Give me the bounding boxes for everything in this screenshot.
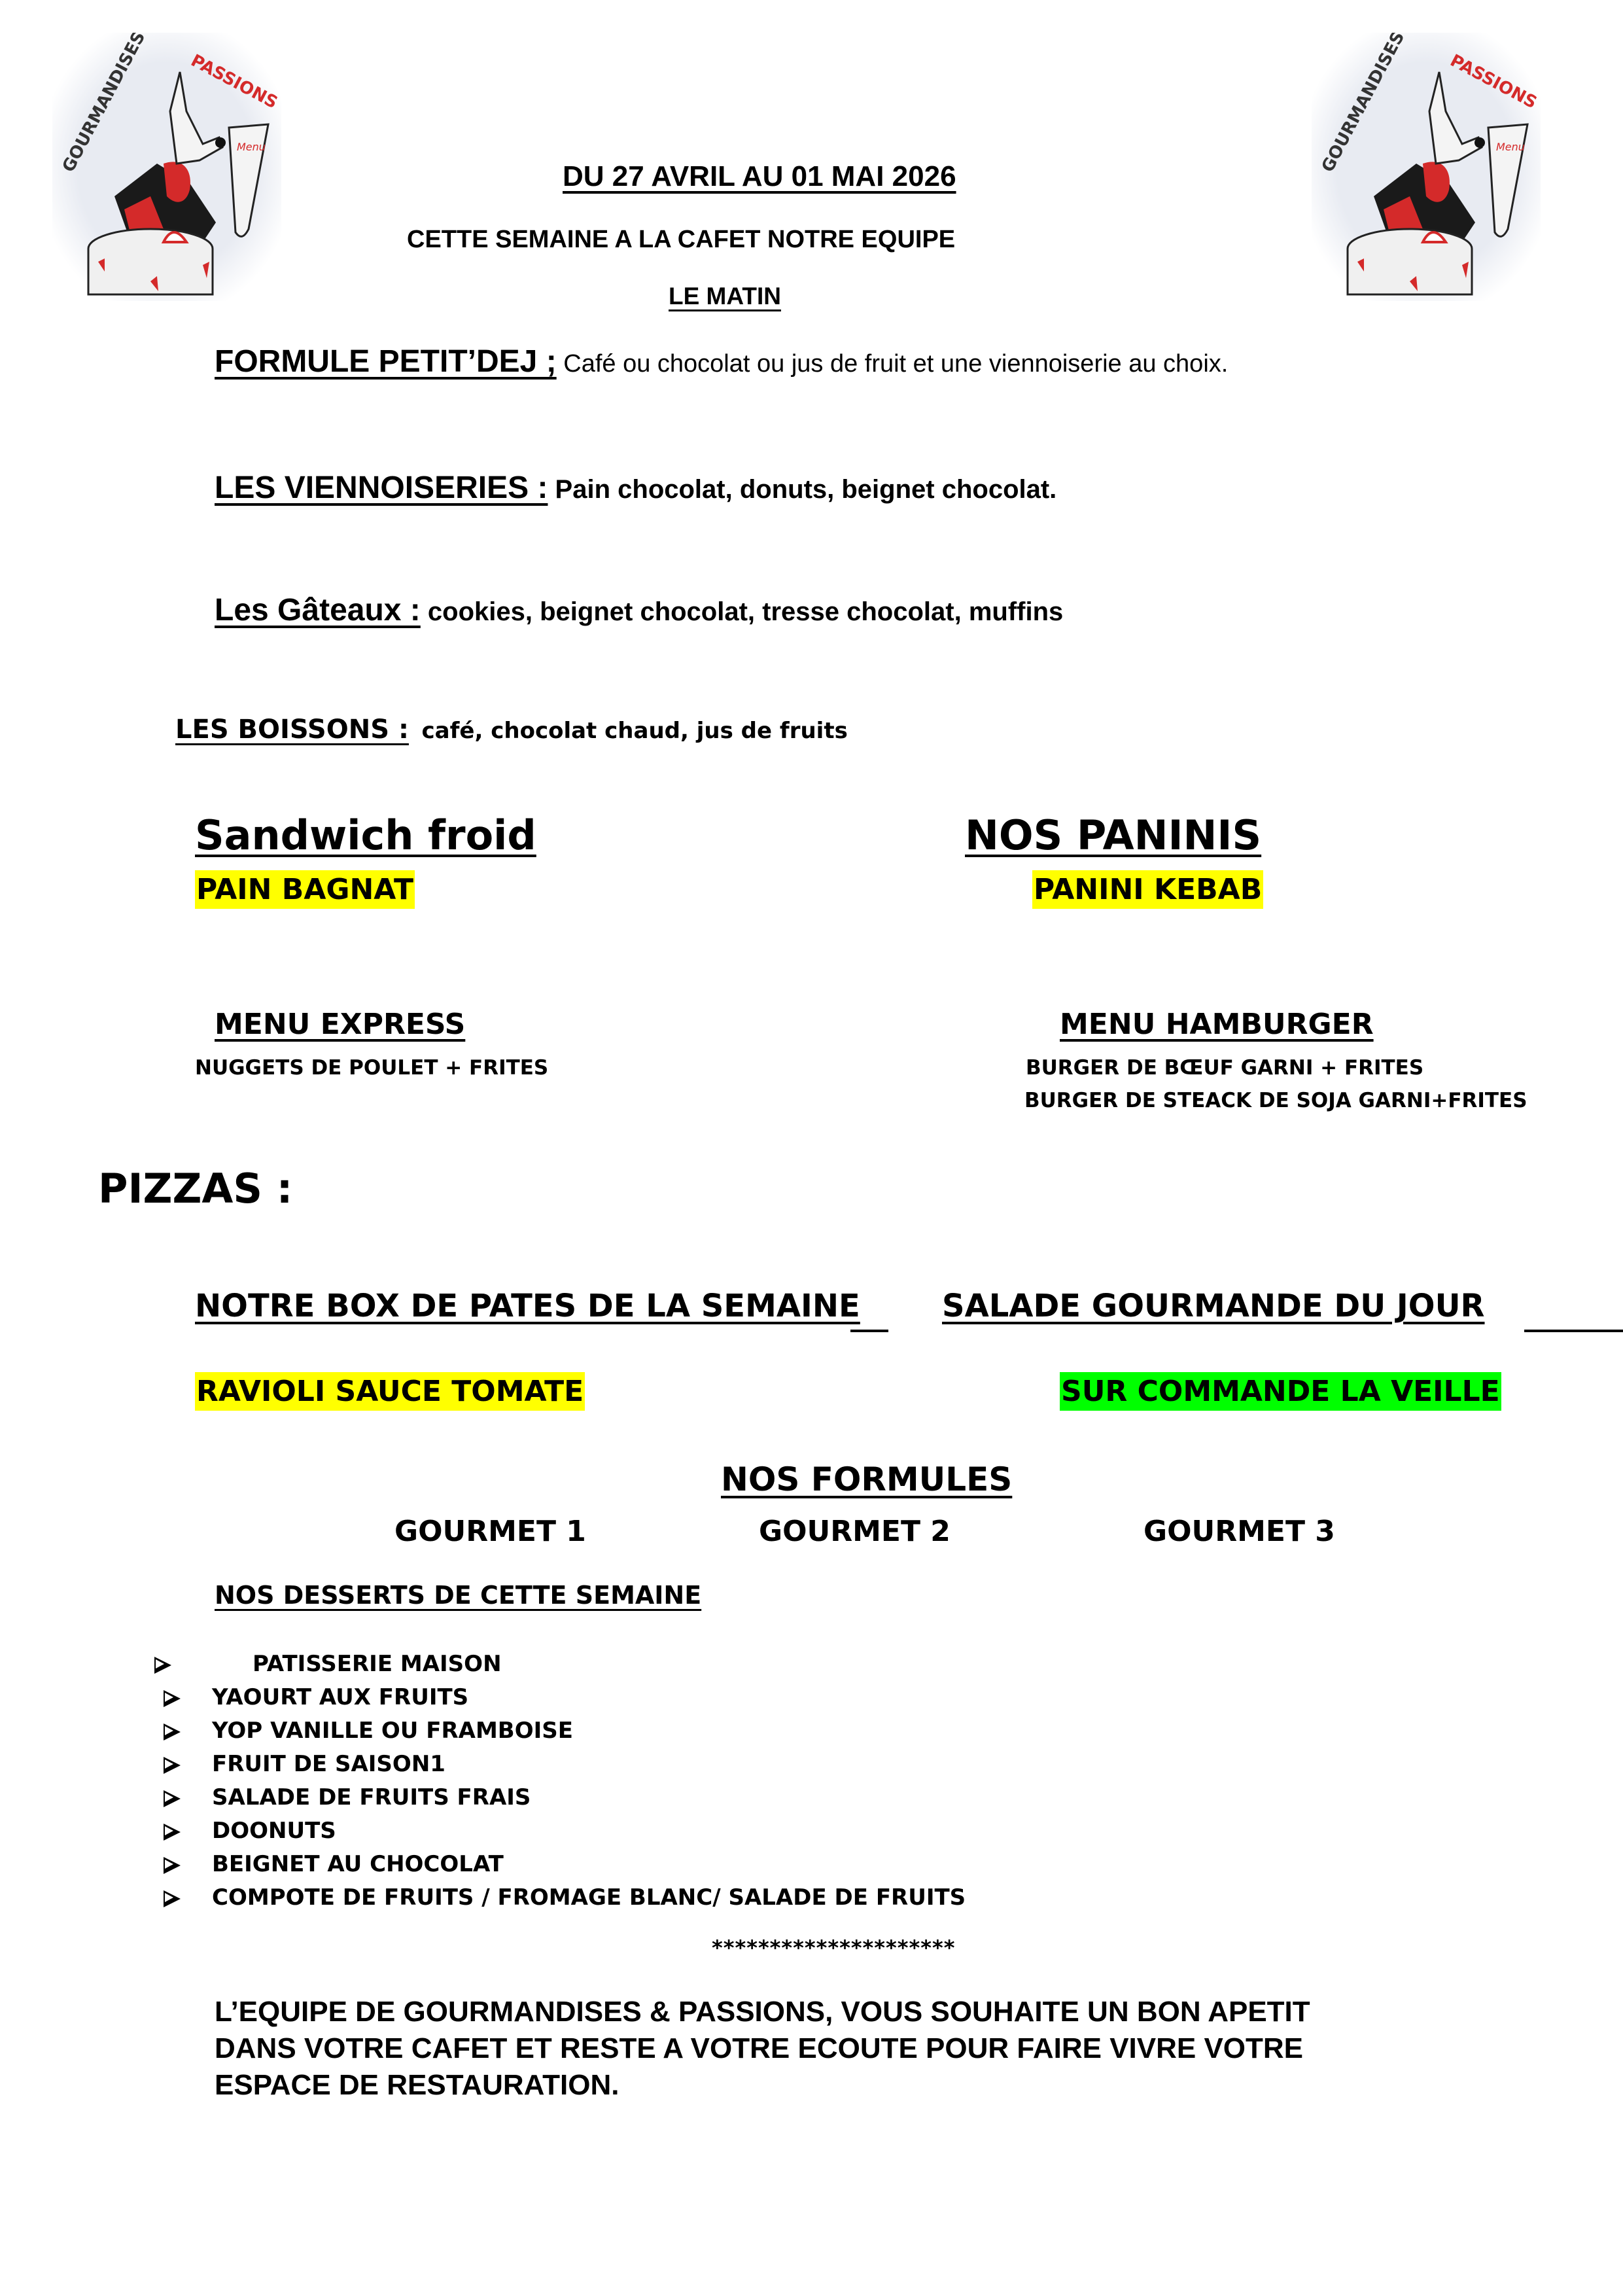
arrow-bullet-icon [164, 1890, 181, 1907]
gateaux-label: Les Gâteaux : [215, 593, 421, 627]
menu-express-item: NUGGETS DE POULET + FRITES [195, 1056, 549, 1080]
viennoiseries-label: LES VIENNOISERIES : [215, 470, 548, 505]
pasta-underline-extension [850, 1330, 888, 1332]
dessert-item: YOP VANILLE OU FRAMBOISE [164, 1714, 966, 1748]
arrow-bullet-icon [164, 1790, 181, 1807]
svg-text:GOURMANDISES &: GOURMANDISES & [58, 33, 160, 176]
svg-text:PASSIONS: PASSIONS [187, 50, 281, 113]
svg-text:PASSIONS: PASSIONS [1446, 50, 1541, 113]
menu-hamburger-title: MENU HAMBURGER [1060, 1008, 1374, 1041]
menu-express-title: MENU EXPRESS [215, 1008, 466, 1041]
desserts-list [164, 1648, 966, 1915]
arrow-bullet-icon [154, 1657, 171, 1674]
pizzas-title: PIZZAS : [98, 1165, 293, 1212]
morning-label: LE MATIN [669, 283, 781, 309]
sandwich-froid-title: Sandwich froid [195, 811, 536, 859]
viennoiseries-text: Pain chocolat, donuts, beignet chocolat. [548, 475, 1057, 504]
dessert-item: DOONUTS [164, 1814, 966, 1848]
logo-right [1312, 33, 1541, 301]
header-subtitle: CETTE SEMAINE A LA CAFET NOTRE EQUIPE [407, 226, 956, 253]
dessert-item: PATISSERIE MAISON [154, 1648, 966, 1681]
dessert-item: SALADE DE FRUITS FRAIS [164, 1781, 966, 1814]
dessert-item: YAOURT AUX FRUITS [164, 1681, 966, 1714]
menu-hamburger-item-2: BURGER DE STEACK DE SOJA GARNI+FRITES [1024, 1089, 1527, 1112]
mascot-wolf-waiter-icon [1312, 33, 1541, 301]
formule-petit-dej-text: Café ou chocolat ou jus de fruit et une viennoiserie au choix. [556, 350, 1229, 378]
mascot-wolf-waiter-icon [52, 33, 281, 301]
formule-gourmet-3: GOURMET 3 [1143, 1515, 1335, 1548]
formules-title: NOS FORMULES [721, 1460, 1013, 1498]
arrow-bullet-icon [164, 1824, 181, 1841]
svg-text:Menu: Menu [1496, 141, 1525, 153]
dessert-item: FRUIT DE SAISON1 [164, 1748, 966, 1781]
svg-text:GOURMANDISES &: GOURMANDISES & [1318, 33, 1419, 176]
dessert-item: BEIGNET AU CHOCOLAT [164, 1848, 966, 1881]
boissons-text: café, chocolat chaud, jus de fruits [421, 718, 848, 744]
sandwich-item: PAIN BAGNAT [195, 870, 415, 909]
date-range-title: DU 27 AVRIL AU 01 MAI 2026 [563, 160, 956, 192]
viennoiseries-row [215, 470, 1056, 506]
footer-message-line-2: DANS VOTRE CAFET ET RESTE A VOTRE ECOUTE POUR FAIRE VIVRE VOTRE [215, 2032, 1304, 2064]
gateaux-row [215, 592, 1063, 628]
boissons-row [175, 715, 848, 745]
salad-underline-extension [1524, 1330, 1623, 1332]
salad-title: SALADE GOURMANDE DU JOUR [942, 1288, 1485, 1324]
arrow-bullet-icon [164, 1857, 181, 1874]
footer-message-line-3: ESPACE DE RESTAURATION. [215, 2069, 620, 2101]
boissons-label: LES BOISSONS : [175, 715, 409, 745]
desserts-title: NOS DESSERTS DE CETTE SEMAINE [215, 1581, 702, 1610]
pasta-box-title: NOTRE BOX DE PATES DE LA SEMAINE [195, 1288, 860, 1324]
arrow-bullet-icon [164, 1757, 181, 1774]
formule-petit-dej-label: FORMULE PETIT’DEJ ; [215, 344, 557, 379]
formule-gourmet-1: GOURMET 1 [394, 1515, 586, 1548]
panini-item: PANINI KEBAB [1032, 870, 1263, 909]
pasta-box-item: RAVIOLI SAUCE TOMATE [195, 1372, 585, 1411]
footer-separator: ********************* [712, 1935, 956, 1960]
arrow-bullet-icon [164, 1690, 181, 1707]
menu-hamburger-item-1: BURGER DE BŒUF GARNI + FRITES [1026, 1056, 1424, 1080]
footer-message-line-1: L’EQUIPE DE GOURMANDISES & PASSIONS, VOUS SOUHAITE UN BON APETIT [215, 1996, 1310, 2028]
gateaux-text: cookies, beignet chocolat, tresse chocolat, muffins [420, 597, 1064, 626]
formule-petit-dej-row [215, 344, 1228, 380]
logo-left [52, 33, 281, 301]
formule-gourmet-2: GOURMET 2 [759, 1515, 951, 1548]
dessert-item: COMPOTE DE FRUITS / FROMAGE BLANC/ SALADE DE FRUITS [164, 1881, 966, 1915]
arrow-bullet-icon [164, 1723, 181, 1740]
svg-text:Menu: Menu [237, 141, 266, 153]
paninis-title: NOS PANINIS [965, 811, 1262, 859]
salad-item: SUR COMMANDE LA VEILLE [1060, 1372, 1501, 1411]
